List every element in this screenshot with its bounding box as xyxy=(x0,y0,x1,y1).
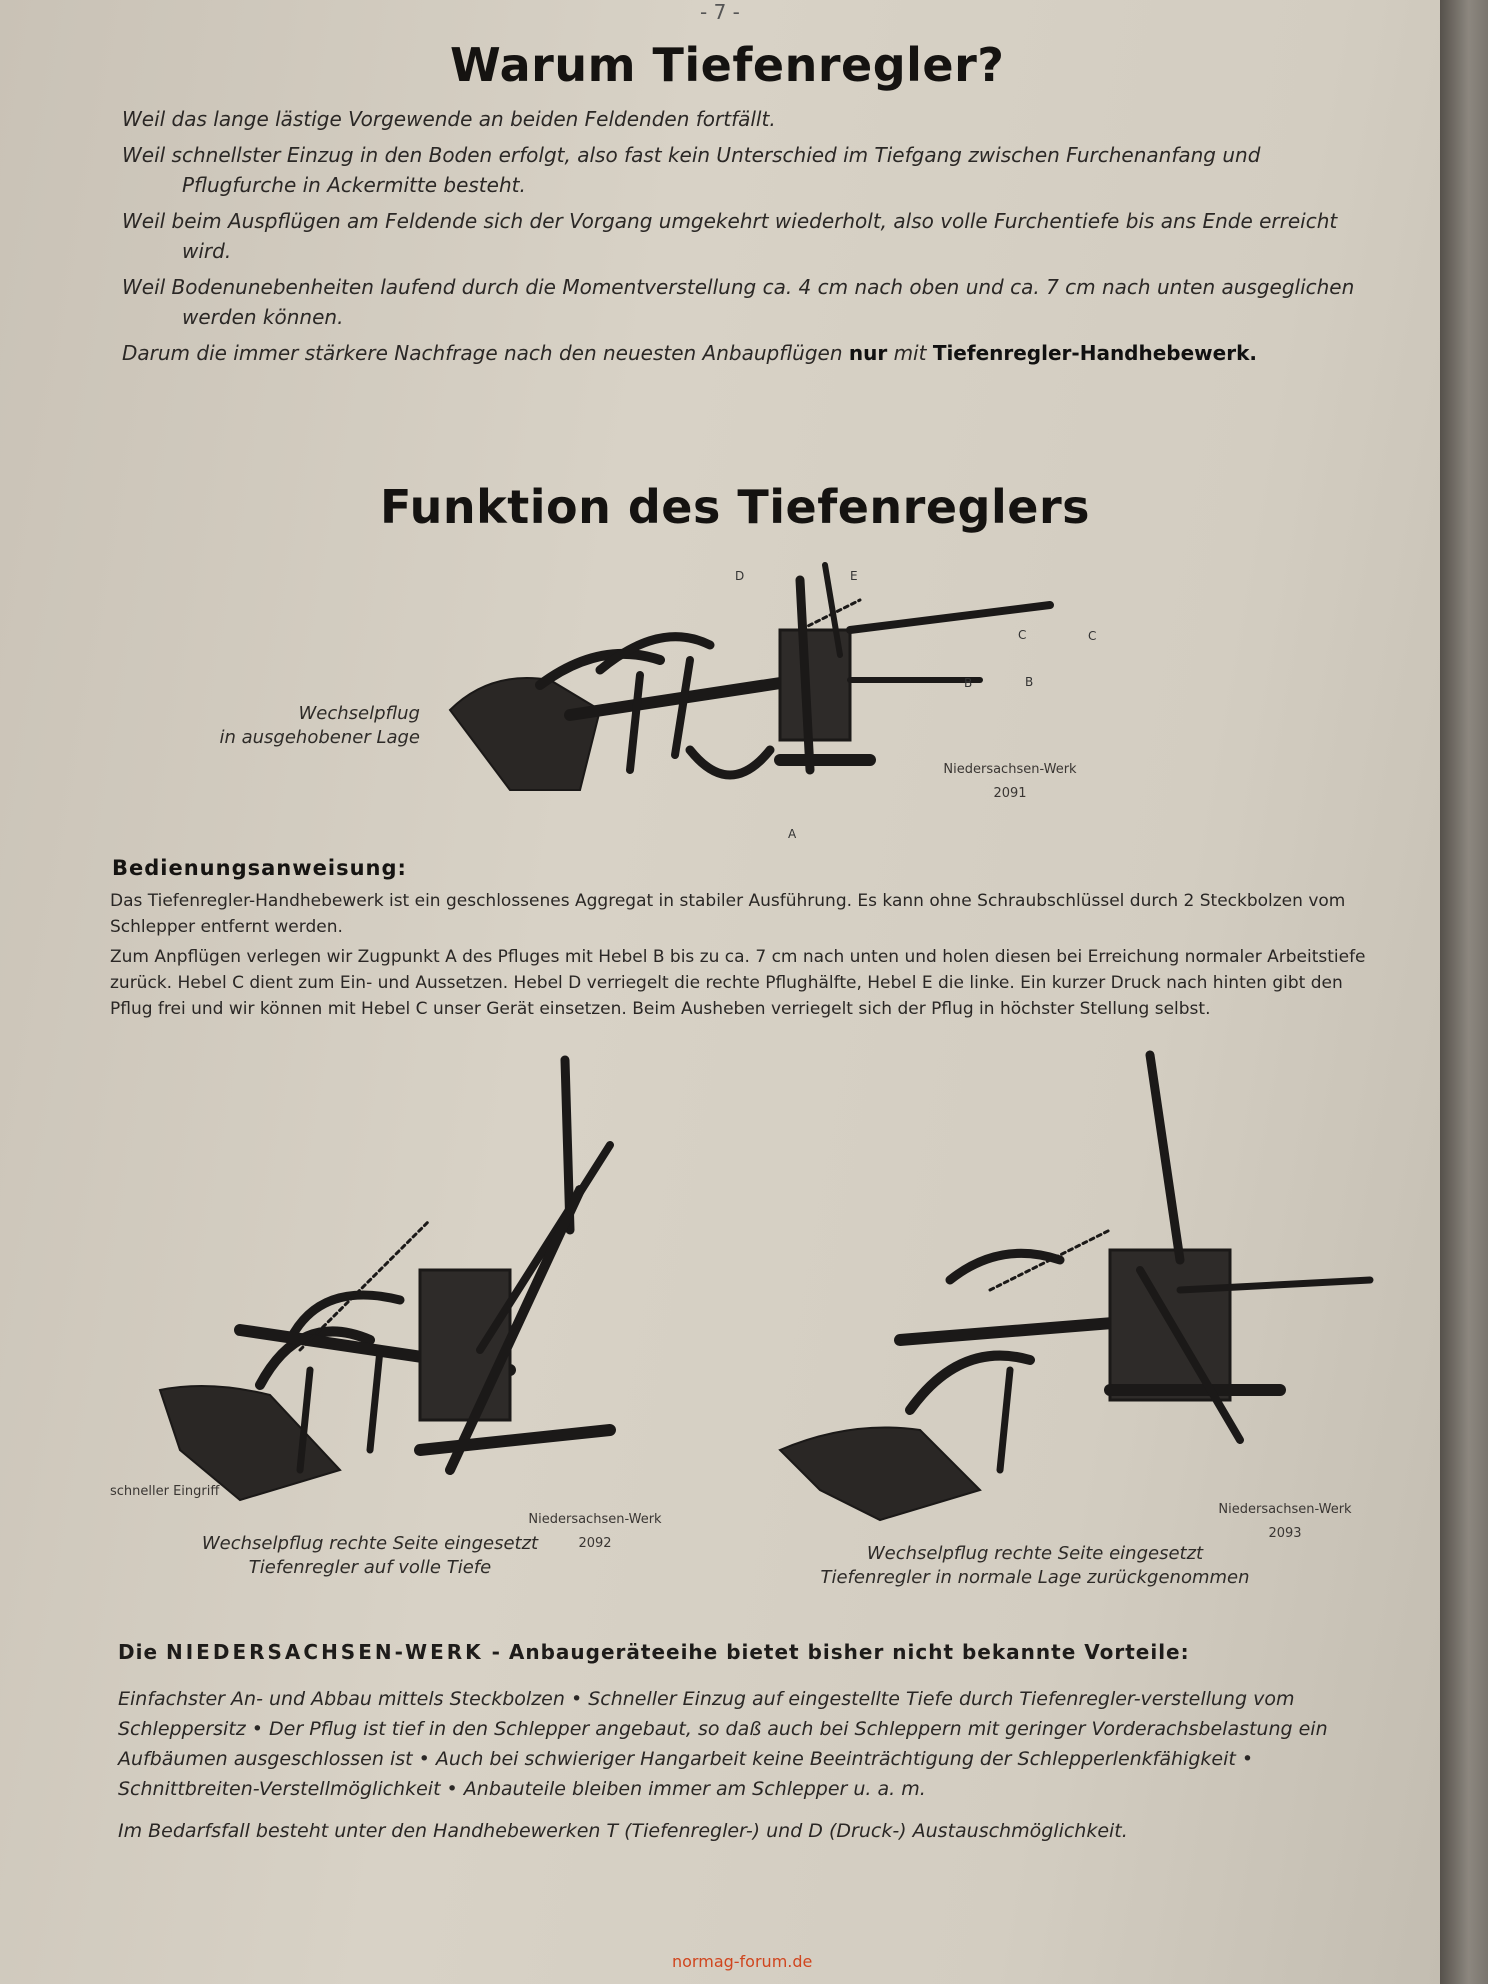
heading-function: Funktion des Tiefenreglers xyxy=(380,480,1091,534)
instructions-para-1: Das Tiefenregler-Handhebewerk ist ein geschlossenes Aggregat in stabiler Ausführung. Es kann ohne Schraubschlüssel durch 2 Steckbolzen vom Schlepper entfernt werden. xyxy=(110,891,1346,937)
reason-2: Weil schnellster Einzug in den Boden erfolgt, also fast kein Unterschied im Tiefgang zwischen Furchenanfang und Pflugfurche in Ackermitte besteht. xyxy=(122,143,1261,197)
conclusion: Darum die immer stärkere Nachfrage nach den neuesten Anbaupflügen nur mit Tiefenregler-Handhebewerk. xyxy=(122,341,1257,365)
label-c: C xyxy=(1088,629,1097,643)
label-b: B xyxy=(1025,675,1034,689)
watermark-footer: normag-forum.de xyxy=(672,1952,813,1971)
plough-illustration-full-depth xyxy=(150,1050,650,1500)
instructions-body xyxy=(110,888,1385,1026)
label-c-text: C xyxy=(1018,628,1027,642)
advantages-text: Einfachster An- und Abbau mittels Steckbolzen • Schneller Einzug auf eingestellte Tiefe durch Tiefenregler-verstellung vom Schleppersitz • Der Pflug ist tief in den Schlepper angebaut, so daß auch bei Schleppern mit geringer Vorderachsbelastung ein Aufbäumen ausgeschlossen ist • Auch bei schwieriger Hangarbeit keine Beeinträchtigung der Schlepperlenkfähigkeit • Schnittbreiten-Verstellmöglichkeit • Anbauteile bleiben immer am Schlepper u. a. m. xyxy=(118,1688,1328,1800)
figure3-credit: Niedersachsen-Werk 2093 xyxy=(1218,1502,1352,1541)
heading-why: Warum Tiefenregler? xyxy=(450,38,1005,92)
advantages-heading: Die NIEDERSACHSEN-WERK - Anbaugeräteeihe bietet bisher nicht bekannte Vorteile: xyxy=(118,1640,1190,1664)
label-a: A xyxy=(788,827,797,841)
figure2-caption: Wechselpflug rechte Seite eingesetzt Tiefenregler auf volle Tiefe xyxy=(201,1533,539,1578)
reason-3: Weil beim Auspflügen am Feldende sich der Vorgang umgekehrt wiederholt, also volle Furchentiefe bis ans Ende erreicht wird. xyxy=(122,209,1338,263)
page-number: - 7 - xyxy=(700,0,740,24)
advantages-body xyxy=(118,1684,1373,1858)
label-d: D xyxy=(735,569,745,583)
figure2-side-label: schneller Eingriff xyxy=(110,1484,220,1499)
figure1-credit: Niedersachsen-Werk 2091 xyxy=(943,762,1077,801)
figure2-credit: Niedersachsen-Werk 2092 xyxy=(528,1512,662,1551)
instructions-para-2: Zum Anpflügen verlegen wir Zugpunkt A des Pfluges mit Hebel B bis zu ca. 7 cm nach unten und holen diesen bei Erreichung normaler Arbeitstiefe zurück. Hebel C dient zum Ein- und Aussetzen. Hebel D verriegelt die rechte Pflughälfte, Hebel E die linke. Ein kurzer Druck nach hinten gibt den Pflug frei und wir können mit Hebel C unser Gerät einsetzen. Beim Ausheben verriegelt sich der Pflug in höchster Stellung selbst. xyxy=(110,947,1366,1019)
page-edge xyxy=(1440,0,1488,1984)
instructions-heading: Bedienungsanweisung: xyxy=(112,856,407,880)
reason-1: Weil das lange lästige Vorgewende an beiden Feldenden fortfällt. xyxy=(122,107,776,131)
plough-illustration-normal-depth xyxy=(780,1050,1300,1520)
reasons-list xyxy=(122,104,1372,374)
reason-4: Weil Bodenunebenheiten laufend durch die Momentverstellung ca. 4 cm nach oben und ca. 7 cm nach unten ausgeglichen werden können. xyxy=(122,275,1355,329)
figure1-caption: Wechselpflug in ausgehobener Lage xyxy=(219,703,420,748)
label-b-text: B xyxy=(964,676,973,690)
figure3-caption: Wechselpflug rechte Seite eingesetzt Tiefenregler in normale Lage zurückgenommen xyxy=(820,1543,1250,1588)
label-e: E xyxy=(850,569,858,583)
exchange-text: Im Bedarfsfall besteht unter den Handhebewerken T (Tiefenregler-) und D (Druck-) Austauschmöglichkeit. xyxy=(118,1820,1128,1842)
